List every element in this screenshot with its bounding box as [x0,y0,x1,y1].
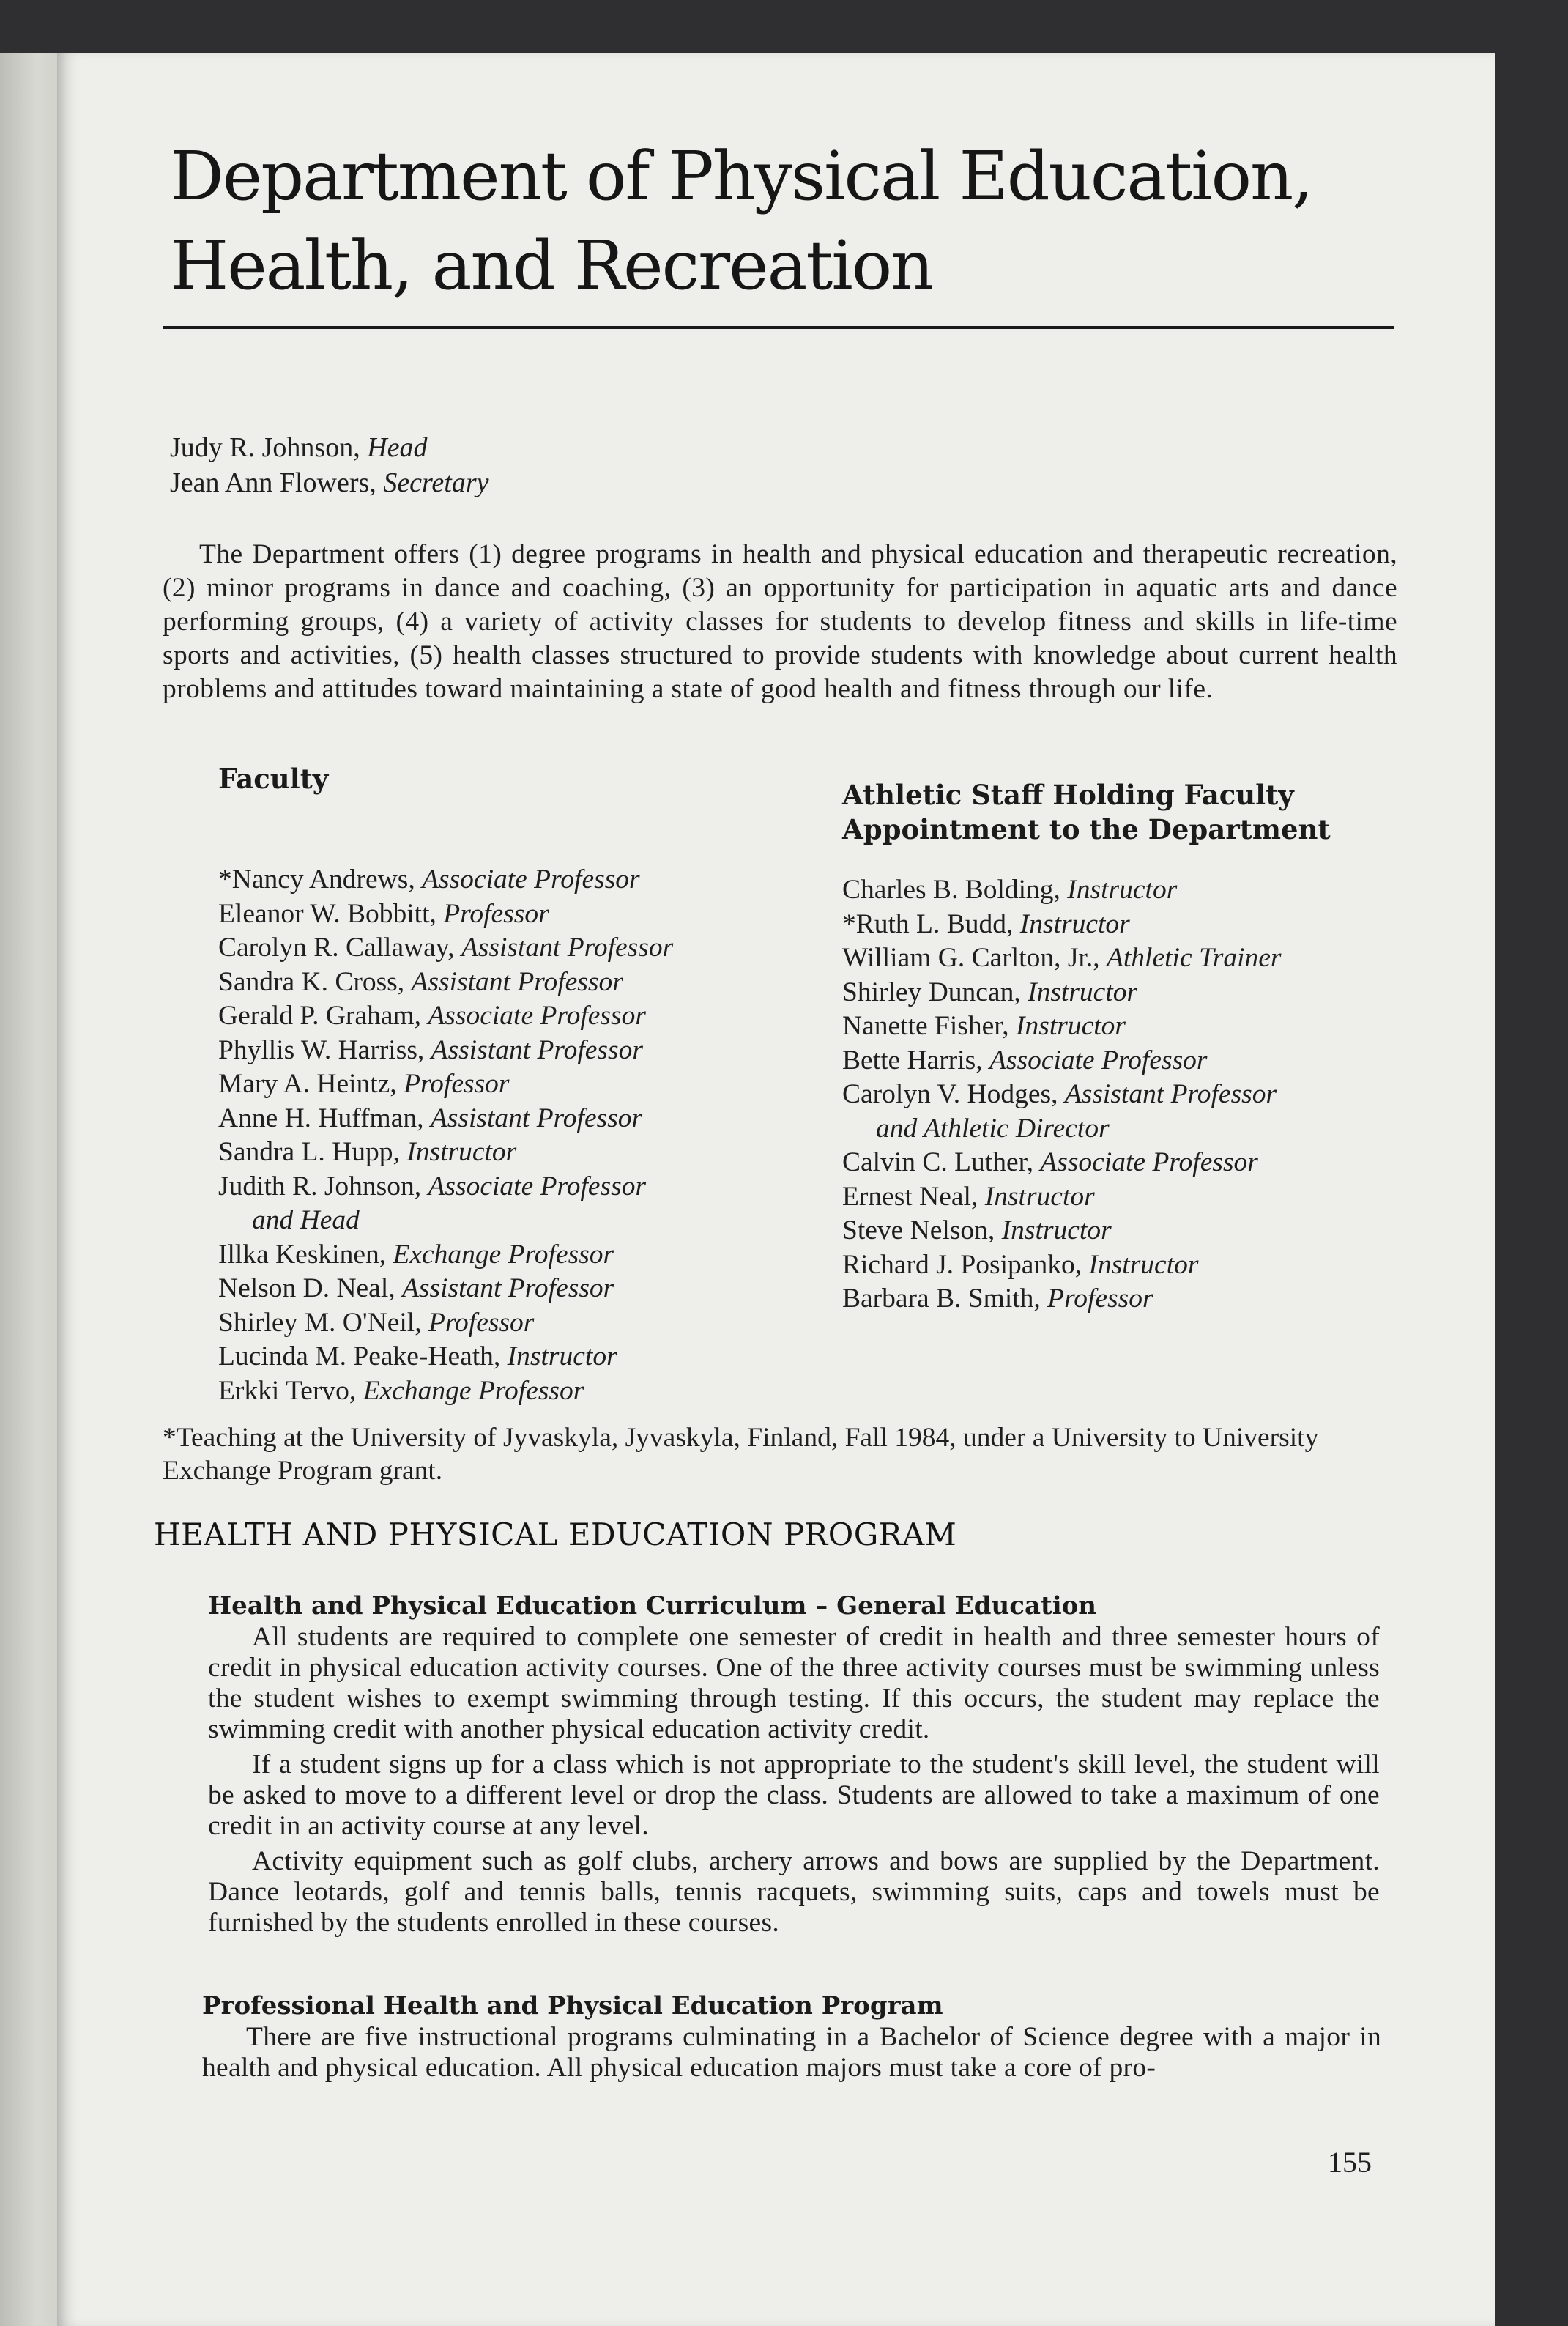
professional-program-section [202,1990,1381,2084]
staff-name: Judy R. Johnson, [170,432,368,463]
page-title [170,132,1415,311]
body-paragraph: If a student signs up for a class which is not appropriate to the student's skill level, the student will be asked to move to a different level or drop the class. Students are allowed to take a maximum of one credit in an activity course at any level. [208,1749,1380,1841]
body-paragraph: All students are required to complete one semester of credit in health and three semester hours of credit in physical education activity courses. One of the three activity courses must be swimming unless the student wishes to exempt swimming through testing. If this occurs, the student may replace the swimming credit with another physical education activity credit. [208,1622,1380,1744]
staff-head [170,431,428,464]
faculty-member: Sandra K. Cross, Assistant Professor [218,966,623,997]
athletic-staff-member: Bette Harris, Associate Professor [842,1045,1208,1075]
athletic-staff-member: William G. Carlton, Jr., Athletic Trainer [842,943,1282,973]
curriculum-heading: Health and Physical Education Curriculum – General Education [208,1591,1097,1621]
athletic-staff-member: Calvin C. Luther, Associate Professor [842,1147,1258,1177]
athletic-staff-member: Ernest Neal, Instructor [842,1181,1095,1212]
page-number: 155 [1328,2146,1372,2179]
body-paragraph: Activity equipment such as golf clubs, archery arrows and bows are supplied by the Department. Dance leotards, golf and tennis balls, tennis racquets, swimming suits, caps and towels must be furnished by the students enrolled in these courses. [208,1846,1380,1938]
faculty-member: Carolyn R. Callaway, Assistant Professor [218,933,674,963]
athletic-staff-list [842,873,1399,1316]
faculty-member: Phyllis W. Harriss, Assistant Professor [218,1034,643,1065]
faculty-member: Lucinda M. Peake-Heath, Instructor [218,1341,617,1371]
staff-name: Jean Ann Flowers, [170,467,384,498]
faculty-member: Mary A. Heintz, Professor [218,1069,510,1099]
faculty-member: Sandra L. Hupp, Instructor [218,1137,517,1167]
section-heading: HEALTH AND PHYSICAL EDUCATION PROGRAM [154,1516,957,1552]
faculty-heading: Faculty [218,763,329,795]
athletic-staff-member: Nanette Fisher, Instructor [842,1011,1126,1041]
faculty-member: Eleanor W. Bobbitt, Professor [218,898,549,929]
faculty-member: Judith R. Johnson, Associate Professor [218,1171,647,1201]
faculty-column [218,762,804,1408]
faculty-member-continuation: and Head [252,1205,360,1235]
professional-heading: Professional Health and Physical Education Program [202,1991,943,2021]
athletic-staff-member: Steve Nelson, Instructor [842,1215,1112,1245]
athletic-staff-column [842,778,1399,1316]
faculty-member: Shirley M. O'Neil, Professor [218,1307,535,1338]
staff-role: Secretary [383,467,489,498]
faculty-member: Anne H. Huffman, Assistant Professor [218,1103,643,1133]
faculty-member: Gerald P. Graham, Associate Professor [218,1001,646,1031]
faculty-list [218,863,804,1408]
title-rule [163,326,1394,329]
title-line-2: Health, and Recreation [170,226,933,305]
title-line-1: Department of Physical Education, [170,137,1312,215]
intro-paragraph: The Department offers (1) degree programs in health and physical education and therapeutic recreation, (2) minor programs in dance and coaching, (3) an opportunity for participation in aquatic arts and dance performing groups, (4) a variety of activity classes for students to develop fitness and skills in life-time sports and activities, (5) health classes structured to provide students with knowledge about current health problems and attitudes toward maintaining a state of good health and fitness through our life. [163,539,1397,704]
athletic-staff-member: Shirley Duncan, Instructor [842,977,1138,1007]
staff-secretary [170,466,489,500]
athletic-staff-heading: Athletic Staff Holding Faculty Appointment to the Department [842,779,1331,845]
faculty-member: *Nancy Andrews, Associate Professor [218,864,640,895]
athletic-staff-member-continuation: and Athletic Director [876,1113,1110,1144]
general-education-section [208,1590,1380,1938]
athletic-staff-member: Barbara B. Smith, Professor [842,1284,1153,1314]
footnote: *Teaching at the University of Jyvaskyla, Jyvaskyla, Finland, Fall 1984, under a University to University Exchange Program grant. [163,1423,1319,1486]
athletic-staff-member: Charles B. Bolding, Instructor [842,875,1178,905]
faculty-member: Nelson D. Neal, Assistant Professor [218,1273,614,1303]
athletic-staff-member: Carolyn V. Hodges, Assistant Professor [842,1079,1277,1109]
body-paragraph: There are five instructional programs culminating in a Bachelor of Science degree with a major in health and physical education. All physical education majors must take a core of pro- [202,2022,1381,2083]
staff-role: Head [367,432,428,463]
faculty-member: Illka Keskinen, Exchange Professor [218,1239,614,1270]
athletic-staff-member: *Ruth L. Budd, Instructor [842,908,1130,939]
faculty-member: Erkki Tervo, Exchange Professor [218,1375,584,1406]
athletic-staff-member: Richard J. Posipanko, Instructor [842,1249,1199,1280]
